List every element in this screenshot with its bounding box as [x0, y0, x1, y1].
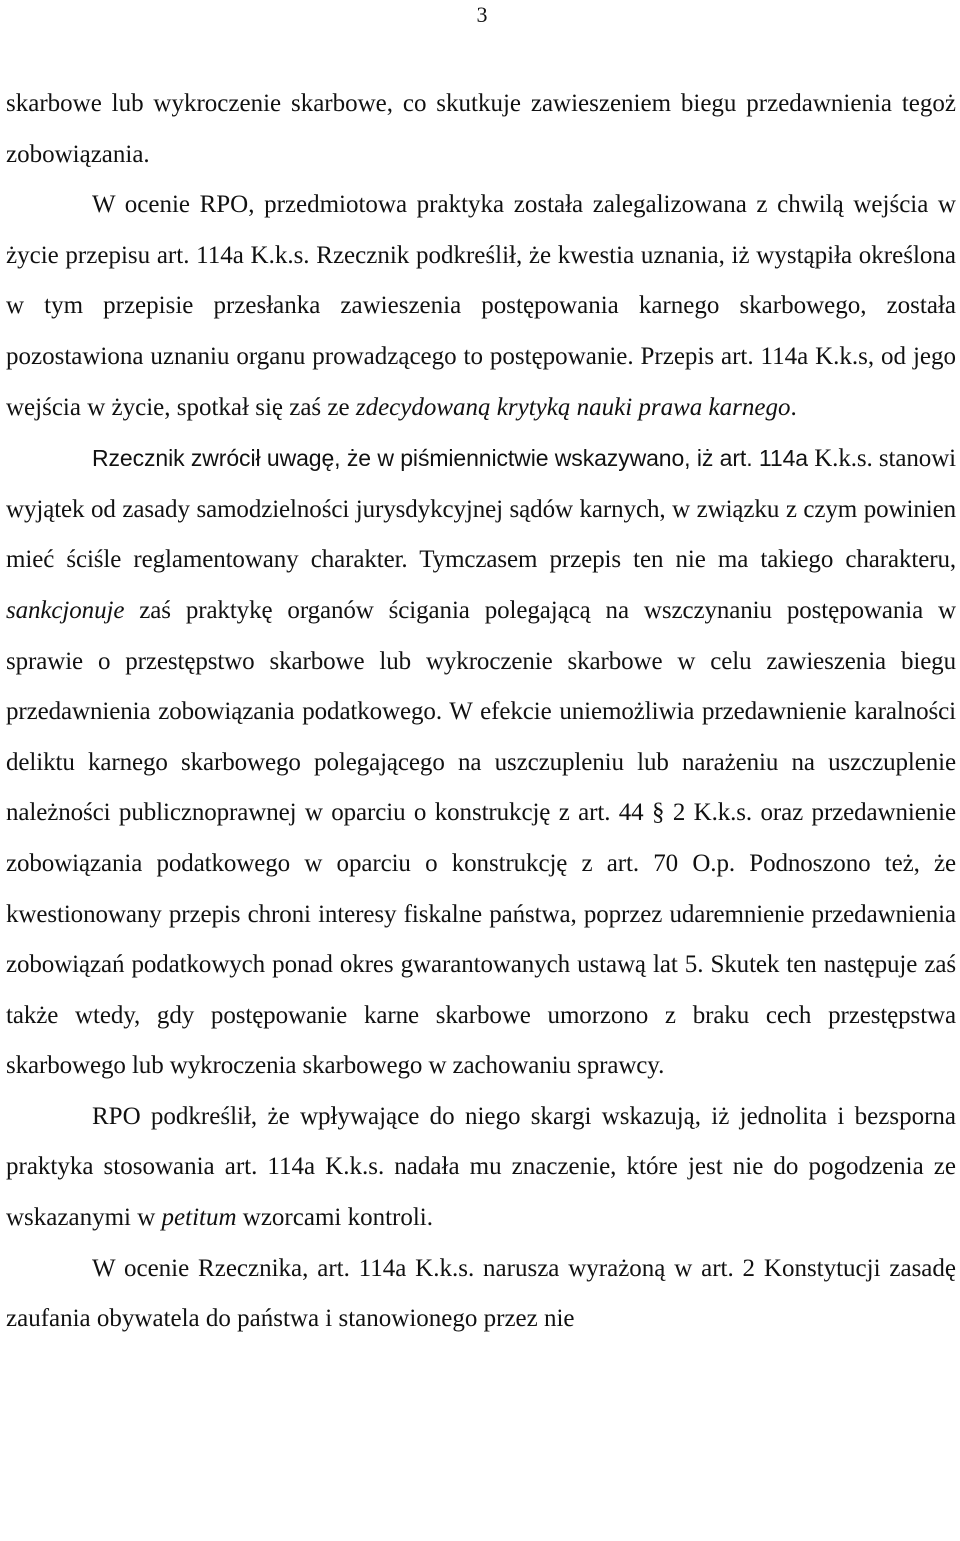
paragraph-complaints: [6, 1092, 956, 1244]
paragraph-continuation: [6, 79, 956, 180]
paragraph-text: K.k.s. stanowi wyjątek od zasady samodzielności jurysdykcyjnej sądów karnych, w związku z czym powinien mieć ściśle reglamentowany charakter. Tymczasem przepis ten nie ma takiego charakteru,: [6, 445, 956, 574]
paragraph-rpo-opinion: [6, 180, 956, 433]
paragraph-text: W ocenie Rzecznika, art. 114a K.k.s. narusza wyrażoną w art. 2 Konstytucji zasadę zaufania obywatela do państwa i stanowionego przez nie: [6, 1254, 956, 1333]
document-body: [6, 79, 956, 1345]
italic-phrase: petitum: [161, 1204, 237, 1232]
page-number: 3: [476, 2, 488, 27]
paragraph-text: wzorcami kontroli.: [236, 1204, 434, 1232]
paragraph-literature: [6, 433, 956, 1092]
paragraph-text: Rzecznik podkreślił, że kwestia uznania, iż wystąpiła określona w tym przepisie przesłanka zawieszenia postępowania karnego skarbowego, została pozostawiona uznaniu organu prowadzącego to postępowanie. Przepis art. 114a K.k.s, od jego wejścia w życie, spotkał się zaś ze: [6, 241, 957, 421]
paragraph-text: RPO podkreślił, że wpływające do niego skargi wskazują, iż jednolita i bezsporna praktyka stosowania art. 114a K.k.s. nadała mu znaczenie, które jest nie do pogodzenia ze wskazanymi w: [6, 1102, 956, 1232]
paragraph-text: .: [790, 393, 797, 421]
italic-phrase: zdecydowaną krytyką nauki prawa karnego: [355, 393, 791, 421]
paragraph-text: skarbowe lub wykroczenie skarbowe, co skutkuje zawieszeniem biegu przedawnienia tegoż zobowiązania.: [6, 90, 956, 168]
italic-phrase: sankcjonuje: [6, 596, 125, 624]
paragraph-text: zaś praktykę organów ścigania polegającą na wszczynaniu postępowania w sprawie o przestępstwo skarbowe lub wykroczenie skarbowe w celu zawieszenia biegu przedawnienia zobowiązania podatkowego. W efekcie uniemożliwia przedawnienie karalności deliktu karnego skarbowego polegającego na uszczupleniu lub narażeniu na uszczuplenie należności publicznoprawnej w oparciu o konstrukcję z art. 44 § 2 K.k.s. oraz przedawnienie zobowiązania podatkowego w oparciu o konstrukcję z art. 70 O.p. Podnoszono też, że kwestionowany przepis chroni interesy fiskalne państwa, poprzez udaremnienie przedawnienia zobowiązań podatkowych ponad okres gwarantowanych ustawą lat 5. Skutek ten następuje zaś także wtedy, gdy postępowanie karne skarbowe umorzono z braku cech przestępstwa skarbowego lub wykroczenia skarbowego w zachowaniu sprawcy.: [6, 596, 956, 1080]
paragraph-text: W ocenie RPO, przedmiotowa praktyka została zalegalizowana z chwilą wejścia w życie przepisu art. 114a K.k.s.: [6, 191, 956, 269]
paragraph-constitution: [6, 1244, 956, 1345]
paragraph-sans-text: Rzecznik zwrócił uwagę, że w piśmiennictwie wskazywano, iż art. 114a: [92, 445, 808, 472]
